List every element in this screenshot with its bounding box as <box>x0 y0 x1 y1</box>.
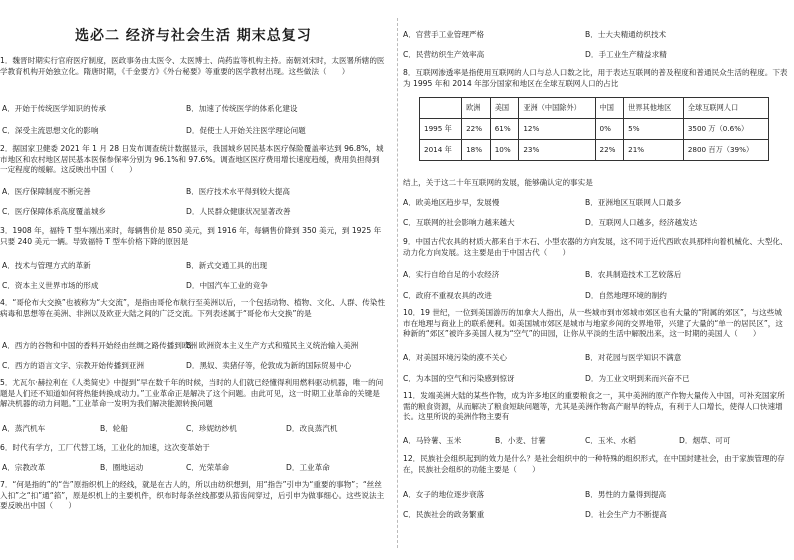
option-b: B．小麦、甘薯 <box>495 436 546 445</box>
question-4 <box>0 298 386 319</box>
option-a: A．开始于传统医学知识的传承 <box>2 104 106 113</box>
question-2 <box>0 144 386 176</box>
option-c: C．医疗保障体系高度覆盖城乡 <box>2 207 107 216</box>
option-a: A．对美国环境污染的漠不关心 <box>403 353 507 362</box>
table-header-row <box>420 98 769 119</box>
option-d: D．改良蒸汽机 <box>286 424 338 433</box>
option-b: B．欧洲资本主义生产方式和殖民主义统治输入美洲 <box>186 341 359 350</box>
table-cell: 5% <box>624 119 684 140</box>
table-cell: 3500 万（0.6%） <box>683 119 768 140</box>
option-c: C．珍妮纺纱机 <box>186 424 237 433</box>
question-stem: 12．民族社会组织起到的效力是什么？是社会组织中的一种特殊的组织形式，在中国封建社会，由于家族管理的存在，民族社会组织的功能主要是（ ） <box>403 454 785 474</box>
option-c: C．光荣革命 <box>186 463 230 472</box>
header-cell: 美国 <box>490 98 519 119</box>
question-stem: 8．互联网渗透率是指使用互联网的人口与总人口数之比，用于表达互联网的普及程度和普通民众生活的程度。下表为 1995 年和 2014 年部分国家和地区在全球互联网人口的占比 <box>403 68 788 88</box>
table-cell: 12% <box>519 119 595 140</box>
option-c: C．西方的语言文字、宗教开始传播到亚洲 <box>2 361 144 370</box>
header-cell: 欧洲 <box>462 98 491 119</box>
internet-population-table <box>419 97 769 161</box>
table-cell: 2014 年 <box>420 140 462 161</box>
table-cell: 0% <box>595 119 624 140</box>
question-stem: 1．魏晋时期实行官府医疗制度，医政事务由太医令、太医博士、尚药监等机构主持。南朝刘宋时，太医署所辖的医学教育机构开始独立化。隋唐时期，《千金要方》《外台秘要》等重要的医学教材出现。这些做法（ ） <box>0 56 385 76</box>
option-d: D．自然地理环境的制约 <box>585 291 667 300</box>
question-10 <box>403 308 789 340</box>
option-b: B．新式交通工具的出现 <box>186 261 268 270</box>
question-stem: 结上，关于这二十年互联网的发展，能够确认定的事实是 <box>403 178 593 187</box>
question-12 <box>403 454 789 475</box>
page-title: 选必二 经济与社会生活 期末总复习 <box>75 28 312 44</box>
question-8 <box>403 68 789 89</box>
question-stem: 5．尤瓦尔·赫拉利在《人类简史》中提到“早在数千年的时候，当时的人们就已经懂得利用燃料驱动机器，唯一的问题是人们还不知道如何将热能转换成动力。”工业革命正是解决了这个问题。由此可见，这一时期工业革命的关键是解决机器的动力问题。”工业革命一发明为我们解决能源转换问题 <box>0 378 384 409</box>
question-stem: 2．据国家卫健委 2021 年 1 月 28 日发布调查统计数据显示，我国城乡居民基本医疗保险覆盖率达到 96.8%，城市地区和农村地区居民基本医保参保率分别为 96.1%和 97.6%。调查地区医疗费用增长速度趋缓，费用负担得到一定程度的缓解。这反映出中国（ ） <box>0 144 384 175</box>
option-c: C．深受主流思想文化的影响 <box>2 126 99 135</box>
option-c: C．资本主义世界市场的形成 <box>2 281 99 290</box>
table-cell: 61% <box>490 119 519 140</box>
option-a: A．西方的谷物和中国的香料开始经由丝绸之路传播到欧洲 <box>2 341 198 350</box>
option-a: A．医疗保障制度不断完善 <box>2 187 91 196</box>
option-c: C．玉米、水稻 <box>585 436 636 445</box>
question-stem: 9．中国古代农具的材质大都来自于木石、小型农器的方向发展，这不同于近代西欧农具那样向着机械化、大型化、动力化方向发展。这主要是由于中国古代（ ） <box>403 237 788 257</box>
table-cell: 22% <box>595 140 624 161</box>
option-a: A．蒸汽机车 <box>2 424 46 433</box>
header-cell: 中国 <box>595 98 624 119</box>
option-a: A．实行自给自足的小农经济 <box>403 270 500 279</box>
header-cell: 亚洲（中国除外） <box>519 98 595 119</box>
option-c: C．互联网的社会影响力越来越大 <box>403 218 515 227</box>
option-c: C．民营纺织生产效率高 <box>403 50 485 59</box>
option-c: C．政府不重视农具的改进 <box>403 291 492 300</box>
header-cell: 全球互联网人口 <box>683 98 768 119</box>
table-cell: 2800 百万（39%） <box>683 140 768 161</box>
option-d: D．人民群众健康状况显著改善 <box>186 207 291 216</box>
column-divider <box>397 18 398 548</box>
option-d: D．黑奴、卖猪仔等，伦敦成为新的国际贸易中心 <box>186 361 352 370</box>
option-d: D．促使士人开始关注医学理论问题 <box>186 126 306 135</box>
question-7 <box>0 480 386 512</box>
option-a: A．技术与管理方式的革新 <box>2 261 91 270</box>
table-cell: 22% <box>462 119 491 140</box>
option-a: A．女子的地位逐步衰落 <box>403 490 485 499</box>
option-d: D．手工业生产精益求精 <box>585 50 667 59</box>
option-d: D．互联网人口越多，经济越发达 <box>585 218 698 227</box>
table-cell: 23% <box>519 140 595 161</box>
option-b: B．男性的力量得到提高 <box>585 490 667 499</box>
table-cell: 21% <box>624 140 684 161</box>
option-a: A．欧美地区趋步早，发展慢 <box>403 198 500 207</box>
option-d: D．烟草、可可 <box>679 436 731 445</box>
question-3 <box>0 226 386 247</box>
header-cell <box>420 98 462 119</box>
table-cell: 10% <box>490 140 519 161</box>
option-d: D．工业革命 <box>286 463 330 472</box>
question-5 <box>0 378 386 410</box>
header-cell: 世界其他地区 <box>624 98 684 119</box>
option-b: B．亚洲地区互联网人口最多 <box>585 198 682 207</box>
question-9 <box>403 237 789 258</box>
table-row <box>420 140 769 161</box>
question-stem: 6．时代有学方，工厂代替工场，工业化的加速，这次变革始于 <box>0 443 210 452</box>
option-d: D．为工业文明到来而兴奋不已 <box>585 374 690 383</box>
question-stem: 3．1908 年，福特 T 型车刚出来时，每辆售价是 850 美元，到 1916 年，每辆售价降到 350 美元，到 1925 年只要 240 美元一辆。导致福特 T 型车价格下降的原因是 <box>0 226 382 246</box>
table-row <box>420 119 769 140</box>
option-b: B．农具制造技术工艺较落后 <box>585 270 682 279</box>
option-c: C．民族社会的政务繁重 <box>403 510 485 519</box>
question-11 <box>403 391 789 423</box>
table-conclusion <box>403 178 789 189</box>
option-d: D．社会生产力不断提高 <box>585 510 667 519</box>
question-1 <box>0 56 386 77</box>
option-a: A．马铃薯、玉米 <box>403 436 462 445</box>
question-stem: 4．“哥伦布大交换”也被称为“大交流”，是指由哥伦布航行至美洲以后，一个包括动物、植物、文化、人群、传染性病毒和思想等在美洲、非洲以及欧亚大陆之间的广泛交流。下列表述属于“哥伦布大交换”的是 <box>0 298 386 318</box>
option-a: A．宗教改革 <box>2 463 46 472</box>
option-a: A．官营手工业管理严格 <box>403 30 485 39</box>
question-stem: 11．发端美洲大陆的某些作物，成为许多地区的重要粮食之一，其中美洲的原产作物大量传入中国，可补充国家所需的粮食资源，从而解决了粮食短缺问题等，尤其是美洲作物高产耐旱的特点，有利于人口增长，使得人口快速增长。这里所说的美洲作物主要有 <box>403 391 785 422</box>
table-cell: 1995 年 <box>420 119 462 140</box>
table-cell: 18% <box>462 140 491 161</box>
question-stem: 10．19 世纪，一位到美国游历的加拿大人指出，从一些城市到市郊城市郊区也有大量的“附属的郊区”，与这些城市在地理与商业上的联系便利。如美国城市郊区是城市与地家乡间的交界地带，兴建了大量的“单一的居民区”，这种新的“郊区”被许多美国人视为“空气”的田园，让你从平淡的生活中解脱出来，这一时期的美国人（ ） <box>403 308 783 339</box>
option-b: B．加速了传统医学的体系化建设 <box>186 104 298 113</box>
option-b: B．对花园与医学知识不满意 <box>585 353 682 362</box>
question-6 <box>0 443 386 454</box>
option-b: B．士大夫精通纺织技术 <box>585 30 667 39</box>
option-c: C．为本国的空气和污染感到惊讶 <box>403 374 515 383</box>
option-b: B．轮船 <box>100 424 128 433</box>
question-stem: 7．“何是指的”的“告”原指织机上的经线，就是在古人的，所以由纺织想到，用“指告”引申为“重要的事物”；“丝丝入扣”之“扣”通“筘”，原是织机上的主要机件，织布时每条丝线都要从筘齿间穿过，后引申为做事细心。这些说法主要反映出中国（ ） <box>0 480 385 511</box>
option-b: B．医疗技术水平得到较大提高 <box>186 187 290 196</box>
option-d: D．中国汽车工业的竞争 <box>186 281 268 290</box>
option-b: B．圈地运动 <box>100 463 144 472</box>
